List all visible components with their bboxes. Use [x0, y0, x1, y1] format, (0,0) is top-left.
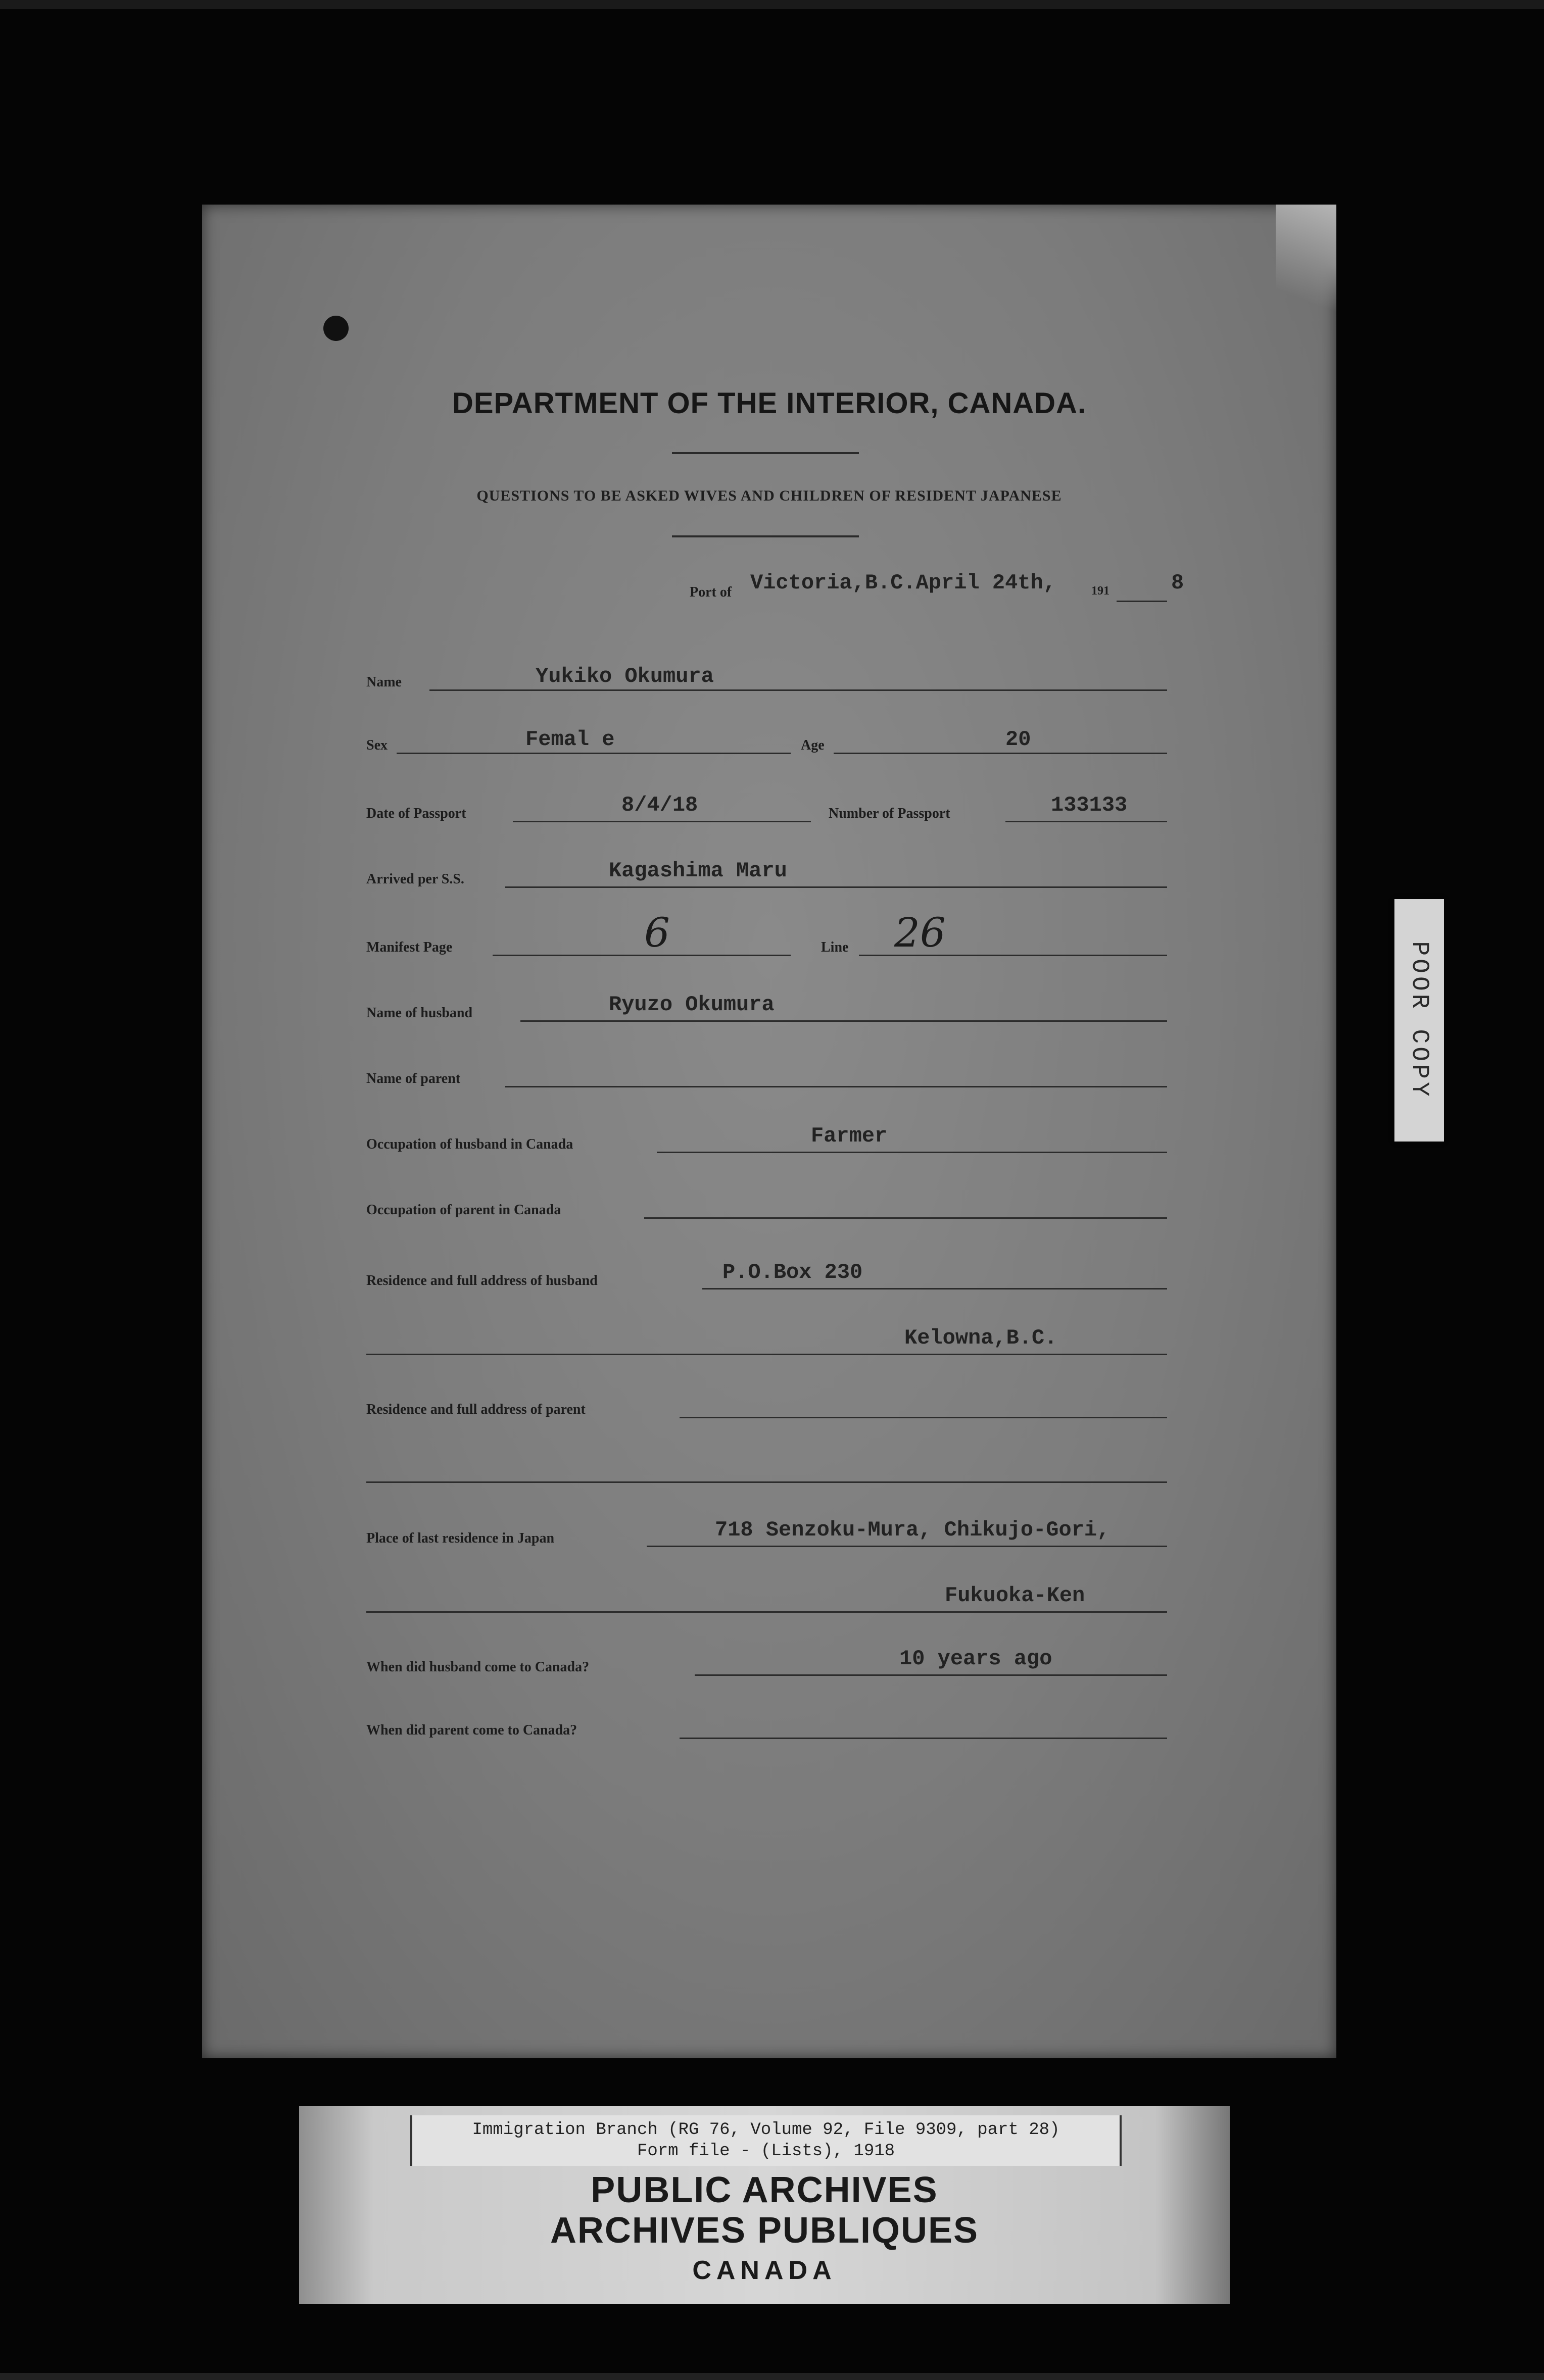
manifest-page-line — [493, 955, 791, 956]
name-line — [429, 689, 1167, 691]
husband-name-value: Ryuzo Okumura — [609, 993, 775, 1017]
age-line — [834, 753, 1167, 754]
husband-occupation-line — [657, 1152, 1167, 1153]
husband-arrival-label: When did husband come to Canada? — [366, 1659, 590, 1675]
ship-label: Arrived per S.S. — [366, 871, 464, 887]
passport-date-label: Date of Passport — [366, 806, 466, 821]
port-value: Victoria,B.C.April 24th, — [750, 571, 1056, 595]
age-value: 20 — [1005, 727, 1031, 752]
manifest-page-value: 6 — [644, 909, 670, 956]
ship-line — [505, 886, 1167, 888]
line-label: Line — [821, 939, 849, 955]
archive-french-name: ARCHIVES PUBLIQUES — [550, 2210, 979, 2251]
parent-arrival-line — [680, 1738, 1167, 1739]
passport-date-line — [513, 821, 811, 822]
japan-residence-label: Place of last residence in Japan — [366, 1530, 555, 1546]
husband-name-label: Name of husband — [366, 1005, 473, 1021]
age-label: Age — [801, 737, 825, 753]
passport-number-label: Number of Passport — [829, 806, 950, 821]
archive-reference-line-2: Form file - (Lists), 1918 — [637, 2142, 895, 2161]
husband-occupation-value: Farmer — [811, 1124, 888, 1148]
port-year-line — [1117, 601, 1167, 602]
parent-name-line — [505, 1086, 1167, 1087]
sex-line — [397, 753, 791, 754]
port-label: Port of — [690, 584, 732, 600]
archives-card — [299, 2106, 1230, 2304]
parent-occupation-label: Occupation of parent in Canada — [366, 1202, 561, 1218]
archive-reference-strip — [410, 2115, 1122, 2166]
japan-residence-line-2 — [366, 1611, 1167, 1613]
husband-occupation-label: Occupation of husband in Canada — [366, 1136, 573, 1152]
parent-address-label: Residence and full address of parent — [366, 1402, 586, 1417]
port-year-prefix: 191 — [1091, 584, 1109, 598]
film-edge-bottom — [0, 2373, 1544, 2380]
sex-value: Femal e — [525, 727, 615, 752]
film-edge-top — [0, 0, 1544, 9]
husband-name-line — [520, 1020, 1167, 1022]
passport-number-value: 133133 — [1051, 793, 1128, 817]
port-year-suffix: 8 — [1171, 571, 1184, 595]
husband-address-value-1: P.O.Box 230 — [722, 1260, 863, 1284]
parent-occupation-line — [644, 1217, 1167, 1219]
name-value: Yukiko Okumura — [536, 664, 714, 688]
immigration-form — [202, 205, 1336, 2058]
archive-country: CANADA — [692, 2256, 837, 2285]
parent-address-line-1 — [680, 1417, 1167, 1418]
japan-residence-value-1: 718 Senzoku-Mura, Chikujo-Gori, — [715, 1518, 1110, 1542]
archive-english-name: PUBLIC ARCHIVES — [591, 2170, 938, 2210]
husband-address-value-2: Kelowna,B.C. — [904, 1326, 1057, 1350]
husband-address-line-1 — [702, 1288, 1167, 1290]
husband-arrival-value: 10 years ago — [899, 1647, 1052, 1671]
archive-reference-line-1: Immigration Branch (RG 76, Volume 92, File 9309, part 28) — [472, 2120, 1060, 2140]
japan-residence-line-1 — [647, 1546, 1167, 1547]
husband-address-label: Residence and full address of husband — [366, 1273, 598, 1288]
husband-address-line-2 — [366, 1354, 1167, 1355]
passport-number-line — [1005, 821, 1167, 822]
subtitle-rule — [672, 535, 859, 537]
manifest-page-label: Manifest Page — [366, 939, 453, 955]
ship-value: Kagashima Maru — [609, 859, 787, 883]
poor-copy-tag — [1394, 899, 1444, 1142]
name-label: Name — [366, 674, 402, 690]
parent-address-line-2 — [366, 1481, 1167, 1483]
title-rule — [672, 452, 859, 454]
poor-copy-label: POOR COPY — [1406, 941, 1433, 1100]
passport-date-value: 8/4/18 — [621, 793, 698, 817]
parent-name-label: Name of parent — [366, 1071, 461, 1086]
japan-residence-value-2: Fukuoka-Ken — [945, 1583, 1085, 1608]
sex-label: Sex — [366, 737, 388, 753]
parent-arrival-label: When did parent come to Canada? — [366, 1722, 577, 1738]
form-subtitle: QUESTIONS TO BE ASKED WIVES AND CHILDREN OF RESIDENT JAPANESE — [476, 487, 1062, 504]
line-value: 26 — [894, 909, 946, 956]
folded-corner — [1276, 205, 1336, 336]
husband-arrival-line — [695, 1674, 1167, 1676]
punch-hole — [323, 316, 349, 341]
department-title: DEPARTMENT OF THE INTERIOR, CANADA. — [452, 387, 1087, 420]
